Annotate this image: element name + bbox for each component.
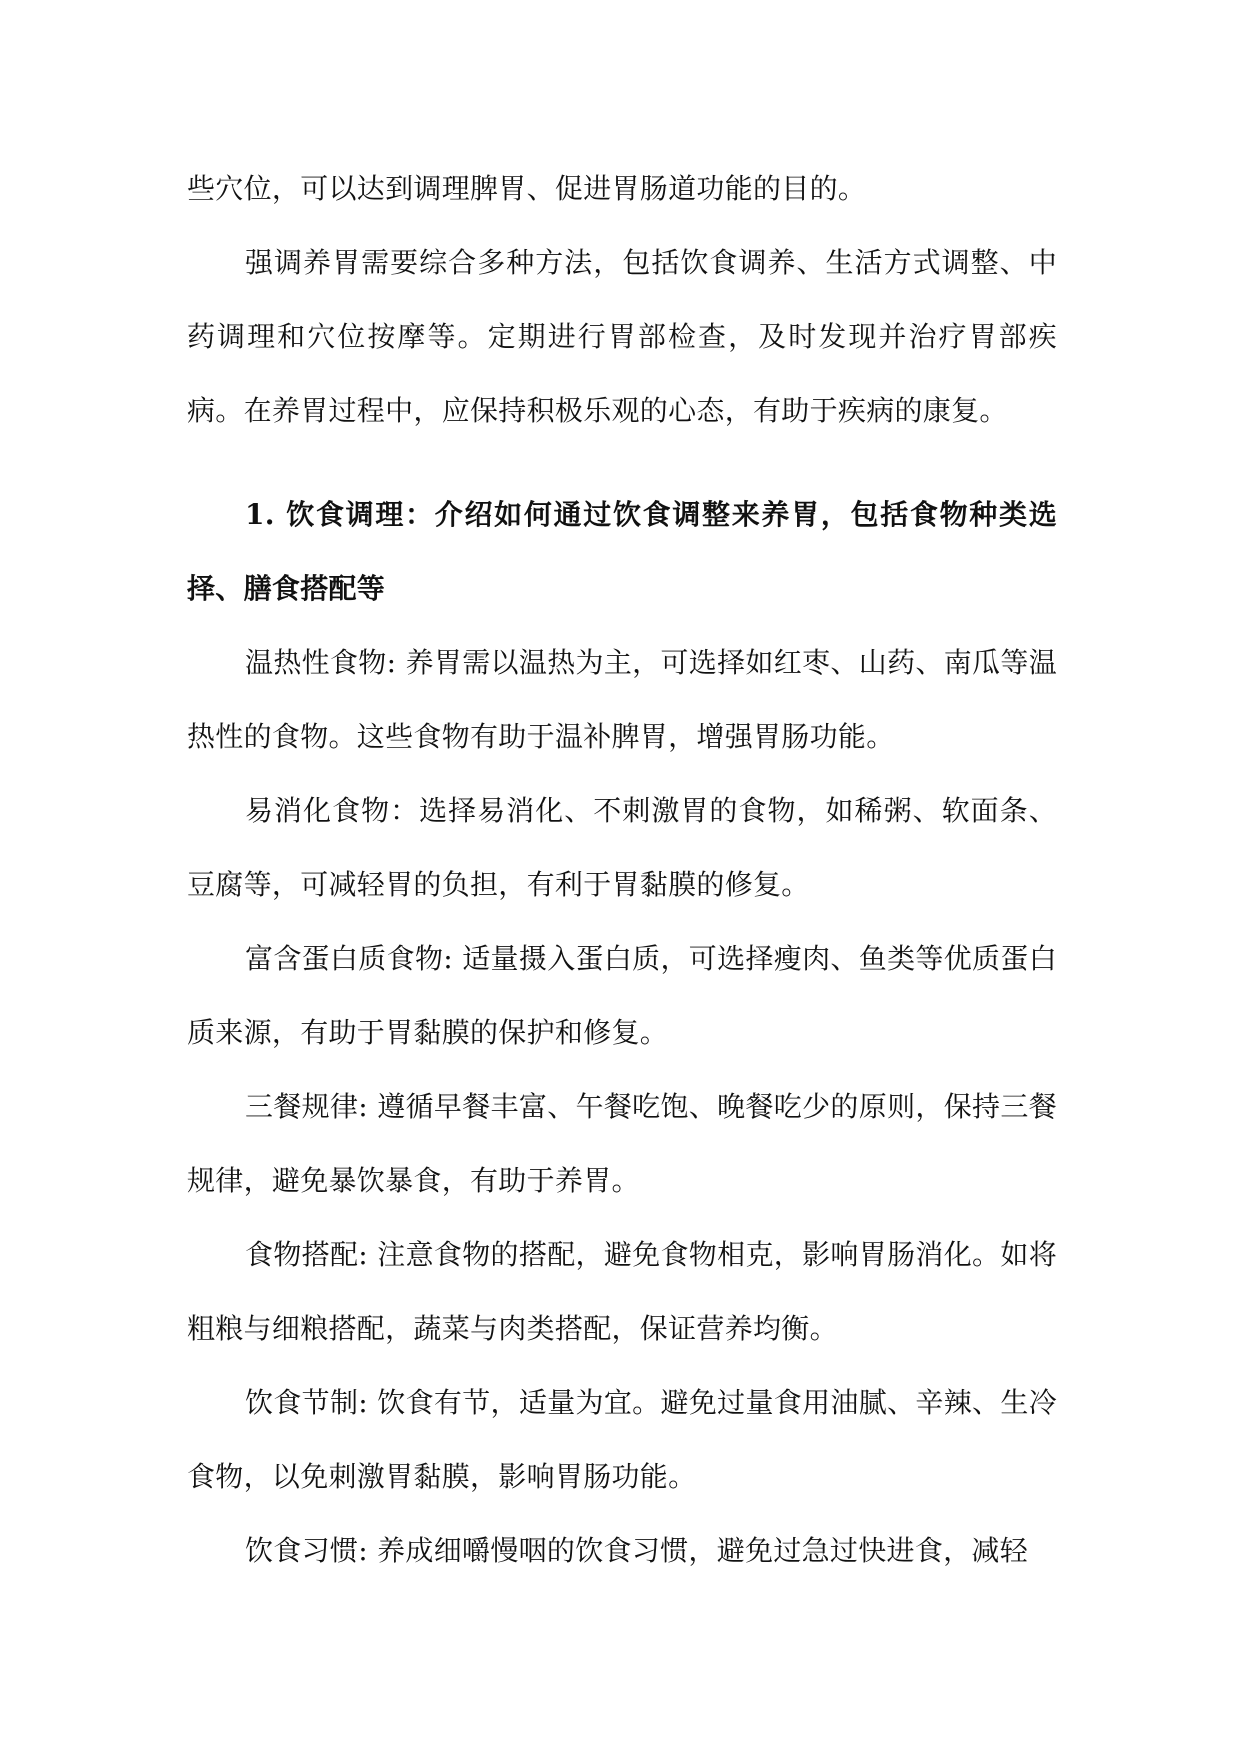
- paragraph-continuation: 些穴位，可以达到调理脾胃、促进胃肠道功能的目的。: [187, 172, 867, 205]
- document-page: [187, 152, 1057, 1588]
- section-heading: 1. 饮食调理：介绍如何通过饮食调整来养胃，包括食物种类选择、膳食搭配等: [187, 498, 1057, 605]
- paragraph-protein-foods: 富含蛋白质食物: 适量摄入蛋白质，可选择瘦肉、鱼类等优质蛋白质来源，有助于胃黏膜的保护和修复。: [187, 942, 1057, 1049]
- paragraph-moderation: 饮食节制: 饮食有节，适量为宜。避免过量食用油腻、辛辣、生冷食物，以免刺激胃黏膜，影响胃肠功能。: [187, 1386, 1057, 1493]
- paragraph-summary: 强调养胃需要综合多种方法，包括饮食调养、生活方式调整、中药调理和穴位按摩等。定期进行胃部检查，及时发现并治疗胃部疾病。在养胃过程中，应保持积极乐观的心态，有助于疾病的康复。: [187, 246, 1057, 427]
- paragraph-food-pairing: 食物搭配: 注意食物的搭配，避免食物相克，影响胃肠消化。如将粗粮与细粮搭配，蔬菜与肉类搭配，保证营养均衡。: [187, 1238, 1057, 1345]
- paragraph-digestible-foods: 易消化食物：选择易消化、不刺激胃的食物，如稀粥、软面条、豆腐等，可减轻胃的负担，有利于胃黏膜的修复。: [187, 794, 1057, 901]
- paragraph-warm-foods: 温热性食物: 养胃需以温热为主，可选择如红枣、山药、南瓜等温热性的食物。这些食物有助于温补脾胃，增强胃肠功能。: [187, 646, 1057, 753]
- paragraph-eating-habits: 饮食习惯: 养成细嚼慢咽的饮食习惯，避免过急过快进食，减轻: [245, 1534, 1029, 1567]
- paragraph-regular-meals: 三餐规律: 遵循早餐丰富、午餐吃饱、晚餐吃少的原则，保持三餐规律，避免暴饮暴食，有助于养胃。: [187, 1090, 1057, 1197]
